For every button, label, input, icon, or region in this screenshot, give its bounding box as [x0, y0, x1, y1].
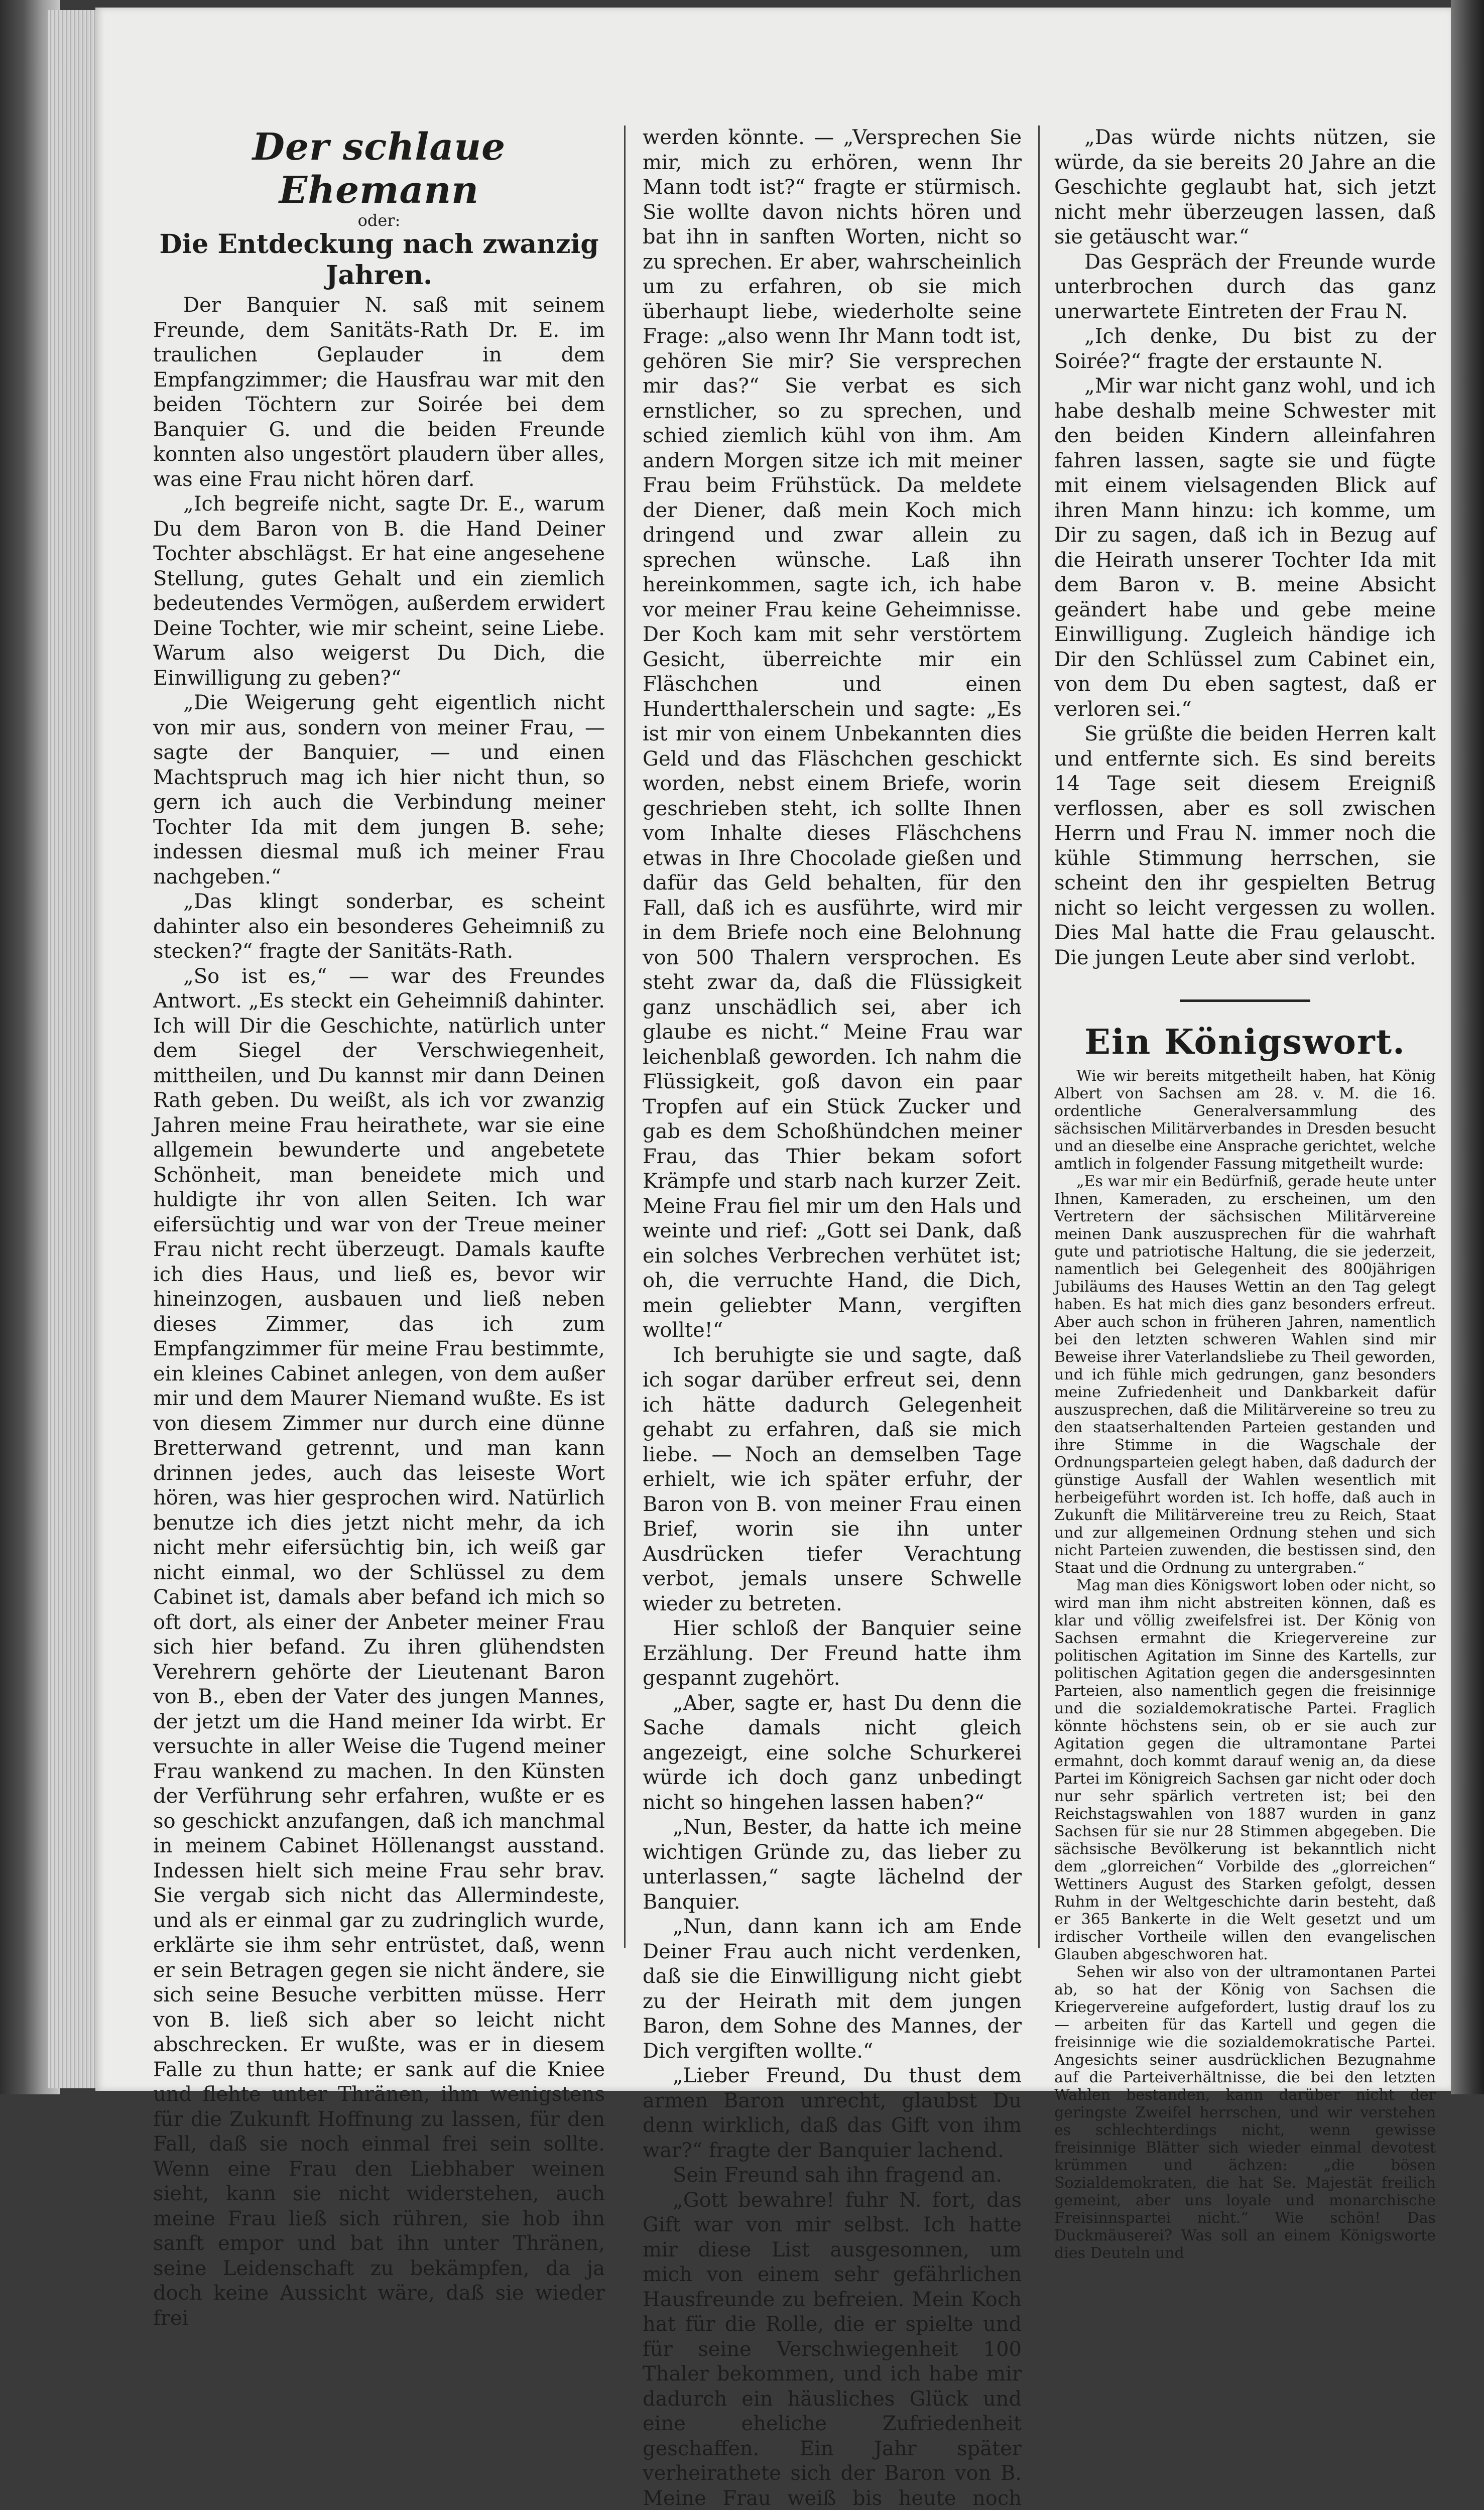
- paragraph: „Das klingt sonderbar, es scheint dahinter also ein besonderes Geheimniß zu stecken?“ fragte der Sanitäts-Rath.: [153, 890, 605, 964]
- paragraph: „Ich begreife nicht, sagte Dr. E., warum Du dem Baron von B. die Hand Deiner Tochter abschlägst. Er hat eine angesehene Stellung, gutes Gehalt und ein ziemlich bedeutendes Vermögen, außerdem erwidert Deine Tochter, wie mir scheint, seine Liebe. Warum also weigerst Du Dich, die Einwilligung zu geben?“: [153, 492, 605, 691]
- story-column-1: [153, 126, 605, 2331]
- paragraph: „Nun, dann kann ich am Ende Deiner Frau auch nicht verdenken, daß sie die Einwilligung nicht giebt zu der Heirath mit dem jungen Baron, dem Sohne des Mannes, der Dich vergiften wollte.“: [643, 1915, 1022, 2064]
- story-body: [1054, 126, 1436, 970]
- paragraph: „Nun, Bester, da hatte ich meine wichtigen Gründe zu, das lieber zu unterlassen,“ sagte lächelnd der Banquier.: [643, 1815, 1022, 1915]
- news-title: Ein Königswort.: [1054, 1021, 1436, 1063]
- paragraph: Mag man dies Königswort loben oder nicht, so wird man ihm nicht abstreiten können, daß es klar und völlig zweifelsfrei ist. Der König von Sachsen ermahnt die Kriegervereine zur politischen Agitation im Sinne des Kartells, zur politischen Agitation gegen die andersgesinnten Parteien, also namentlich gegen die freisinnige und die sozialdemokratische Partei. Fraglich könnte höchstens sein, ob er sie auch zur Agitation gegen die ultramontane Partei ermahnt, doch kommt darauf wenig an, da diese Partei im Königreich Sachsen gar nicht oder doch nur sehr spärlich vertreten ist; bei den Reichstagswahlen von 1887 wurden in ganz Sachsen für sie nur 28 Stimmen abgegeben. Die sächsische Bevölkerung ist bekanntlich nicht dem „glorreichen“ Vorbilde des „glorreichen“ Wettiners August des Starken gefolgt, dessen Ruhm in der Weltgeschichte darin besteht, daß er 365 Bankerte in die Welt gesetzt und um irdischer Vortheile willen den evangelischen Glauben abgeschworen hat.: [1054, 1577, 1436, 1963]
- story-column-2: [643, 126, 1022, 2510]
- paragraph: „Das würde nichts nützen, sie würde, da sie bereits 20 Jahre an die Geschichte geglaubt hat, sich jetzt nicht mehr überzeugen lassen, daß sie getäuscht war.“: [1054, 126, 1436, 250]
- book-edge-right: [1451, 0, 1484, 2094]
- paragraph: Ich beruhigte sie und sagte, daß ich sogar darüber erfreut sei, denn ich hätte dadurch Gelegenheit gehabt zu erfahren, daß sie mich liebe. — Noch an demselben Tage erhielt, wie ich später erfuhr, der Baron von B. von meiner Frau einen Brief, worin sie ihn unter Ausdrücken tiefer Verachtung verbot, jemals unsere Schwelle wieder zu betreten.: [643, 1343, 1022, 1617]
- paragraph: Wie wir bereits mitgetheilt haben, hat König Albert von Sachsen am 28. v. M. die 16. ordentliche Generalversammlung des sächsischen Militärverbandes in Dresden besucht und an dieselbe eine Ansprache gerichtet, welche amtlich in folgender Fassung mitgetheilt wurde:: [1054, 1067, 1436, 1173]
- paragraph: Sie grüßte die beiden Herren kalt und entfernte sich. Es sind bereits 14 Tage seit diesem Ereigniß verflossen, aber es soll zwischen Herrn und Frau N. immer noch die kühle Stimmung herrschen, sie scheint den ihr gespielten Betrug nicht so leicht vergessen zu wollen. Dies Mal hatte die Frau gelauscht. Die jungen Leute aber sind verlobt.: [1054, 722, 1436, 970]
- news-body: [1054, 1067, 1436, 2262]
- paragraph: „Es war mir ein Bedürfniß, gerade heute unter Ihnen, Kameraden, zu erscheinen, um den Vertretern der sächsischen Militärvereine meinen Dank auszusprechen für die wahrhaft gute und patriotische Haltung, die sie jederzeit, namentlich bei Gelegenheit des 800jährigen Jubiläums des Hauses Wettin an den Tag gelegt haben. Es hat mich dies ganz besonders erfreut. Aber auch schon in früheren Jahren, namentlich bei den letzten schweren Wahlen sind mir Beweise ihrer Vaterlandsliebe zu Theil geworden, und ich fühle mich gedrungen, ganz besonders meine Zufriedenheit und Dankbarkeit dafür auszusprechen, daß die Militärvereine so treu zu den staatserhaltenden Parteien gestanden und ihre Stimme in die Wagschale der Ordnungsparteien gelegt haben, daß dadurch der günstige Ausfall der Wahlen wesentlich mit herbeigeführt worden ist. Ich hoffe, daß auch in Zukunft die Militärvereine treu zu Reich, Staat und zur allgemeinen Ordnung stehen und sich nicht Parteien zuwenden, die bestissen sind, den Staat und die Ordnung zu untergraben.“: [1054, 1173, 1436, 1577]
- paragraph: Sehen wir also von der ultramontanen Partei ab, so hat der König von Sachsen die Kriegervereine aufgefordert, lustig drauf los zu — arbeiten für das Kartell und gegen die freisinnige wie die sozialdemokratische Partei. Angesichts seiner ausdrücklichen Bezugnahme auf die Parteiverhältnisse, die bei den letzten Wahlen bestanden, kann darüber nicht der geringste Zweifel herrschen, und wir verstehen es schlechterdings nicht, wenn gewisse freisinnige Blätter sich wieder einmal devotest krümmen und ächzen: „die bösen Sozialdemokraten, die hat Se. Majestät freilich gemeint, aber uns loyale und monarchische Freisinnspartei nicht.“ Wie schön! Das Duckmäuserei? Was soll an einem Königsworte dies Deuteln und: [1054, 1963, 1436, 2262]
- paragraph: Hier schloß der Banquier seine Erzählung. Der Freund hatte ihm gespannt zugehört.: [643, 1616, 1022, 1691]
- story-body: [643, 126, 1022, 2510]
- paragraph: „Gott bewahre! fuhr N. fort, das Gift war von mir selbst. Ich hatte mir diese List ausgesonnen, um mich von einem sehr gefährlichen Hausfreunde zu befreien. Mein Koch hat für die Rolle, die er spielte und für seine Verschwiegenheit 100 Thaler bekommen, und ich habe mir dadurch ein häusliches Glück und eine eheliche Zufriedenheit geschaffen. Ein Jahr später verheirathete sich der Baron von B. Meine Frau weiß bis heute noch: [643, 2188, 1022, 2510]
- story-body: [153, 293, 605, 2331]
- story-subtitle: Die Entdeckung nach zwanzig Jahren.: [153, 229, 605, 291]
- section-separator: [1180, 999, 1310, 1002]
- column-rule: [1038, 126, 1040, 1948]
- page-edges: [48, 10, 95, 2088]
- paragraph: „So ist es,“ — war des Freundes Antwort. „Es steckt ein Geheimniß dahinter. Ich will Dir die Geschichte, natürlich unter dem Siegel der Verschwiegenheit, mittheilen, und Du kannst mir dann Deinen Rath geben. Du weißt, als ich vor zwanzig Jahren meine Frau heirathete, war sie eine allgemein bewunderte und angebetete Schönheit, man beneidete mich und huldigte ihr von allen Seiten. Ich war eifersüchtig und war von der Treue meiner Frau nicht recht überzeugt. Damals kaufte ich dies Haus, und ließ es, bevor wir hineinzogen, ausbauen und ließ neben dieses Zimmer, das ich zum Empfangzimmer für meine Frau bestimmte, ein kleines Cabinet anlegen, von dem außer mir und dem Maurer Niemand wußte. Es ist von diesem Zimmer nur durch eine dünne Bretterwand getrennt, und man kann drinnen jedes, auch das leiseste Wort hören, was hier gesprochen wird. Natürlich benutze ich dies jetzt nicht mehr, da ich nicht mehr eifersüchtig bin, ich weiß gar nicht einmal, wo der Schlüssel zu dem Cabinet ist, damals aber befand ich mich so oft dort, als einer der Anbeter meiner Frau sich hier befand. Zu ihren glühendsten Verehrern gehörte der Lieutenant Baron von B., eben der Vater des jungen Mannes, der jetzt um die Hand meiner Ida wirbt. Er versuchte in aller Weise die Tugend meiner Frau wankend zu machen. In den Künsten der Verführung sehr erfahren, wußte er es so geschickt anzufangen, daß ich manchmal in meinem Cabinet Höllenangst ausstand. Indessen hielt sich meine Frau sehr brav. Sie vergab sich nicht das Allermindeste, und als er einmal gar zu zudringlich wurde, erklärte sie ihm sehr entrüstet, daß, wenn er sein Betragen gegen sie nicht ändere, sie sich seine Besuche verbitten müsse. Herr von B. ließ sich aber so leicht nicht abschrecken. Er wußte, was er in diesem Falle zu thun hatte; er sank auf die Kniee und flehte unter Thränen, ihm wenigstens für die Zukunft Hoffnung zu lassen, für den Fall, daß sie noch einmal frei sein sollte. Wenn eine Frau den Liebhaber weinen sieht, kann sie nicht widerstehen, auch meine Frau ließ sich rühren, sie hob ihn sanft empor und bat ihn unter Thränen, seine Leidenschaft zu bekämpfen, da ja doch keine Aussicht wäre, daß sie wieder frei: [153, 964, 605, 2331]
- column-rule: [624, 126, 626, 1948]
- story-oder: oder:: [153, 212, 605, 229]
- paragraph: „Lieber Freund, Du thust dem armen Baron unrecht, glaubst Du denn wirklich, daß das Gift von ihm war?“ fragte der Banquier lachend.: [643, 2064, 1022, 2163]
- paragraph: werden könnte. — „Versprechen Sie mir, mich zu erhören, wenn Ihr Mann todt ist?“ fragte er stürmisch. Sie wollte davon nichts hören und bat ihn in sanften Worten, nicht so zu sprechen. Er aber, wahrscheinlich um zu erfahren, ob sie mich überhaupt liebe, wiederholte seine Frage: „also wenn Ihr Mann todt ist, gehören Sie mir? Sie versprechen mir das?“ Sie verbat es sich ernstlicher, so zu sprechen, und schied ziemlich kühl von ihm. Am andern Morgen sitze ich mit meiner Frau beim Frühstück. Da meldete der Diener, daß mein Koch mich dringend und zwar allein zu sprechen wünsche. Laß ihn hereinkommen, sagte ich, ich habe vor meiner Frau keine Geheimnisse. Der Koch kam mit sehr verstörtem Gesicht, überreichte mir ein Fläschchen und einen Hundertthalerschein und sagte: „Es ist mir von einem Unbekannten dies Geld und das Fläschchen geschickt worden, nebst einem Briefe, worin geschrieben steht, ich sollte Ihnen vom Inhalte dieses Fläschchens etwas in Ihre Chocolade gießen und dafür das Geld behalten, für den Fall, daß ich es ausführte, wird mir in dem Briefe noch eine Belohnung von 500 Thalern versprochen. Es steht zwar da, daß die Flüssigkeit ganz unschädlich sei, aber ich glaube es nicht.“ Meine Frau war leichenblaß geworden. Ich nahm die Flüssigkeit, goß davon ein paar Tropfen auf ein Stück Zucker und gab es dem Schoßhündchen meiner Frau, das Thier bekam sofort Krämpfe und starb nach kurzer Zeit. Meine Frau fiel mir um den Hals und weinte und rief: „Gott sei Dank, daß ein solches Verbrechen verhütet ist; oh, die verruchte Hand, die Dich, mein geliebter Mann, vergiften wollte!“: [643, 126, 1022, 1343]
- story-title: Der schlaue Ehemann: [153, 126, 605, 212]
- paragraph: Das Gespräch der Freunde wurde unterbrochen durch das ganz unerwartete Eintreten der Frau N.: [1054, 250, 1436, 325]
- paragraph: „Ich denke, Du bist zu der Soirée?“ fragte der erstaunte N.: [1054, 324, 1436, 374]
- paragraph: „Mir war nicht ganz wohl, und ich habe deshalb meine Schwester mit den beiden Kindern alleinfahren fahren lassen, sagte sie und fügte mit einem vielsagenden Blick auf ihren Mann hinzu: ich komme, um Dir zu sagen, daß ich in Bezug auf die Heirath unserer Tochter Ida mit dem Baron v. B. meine Absicht geändert habe und gebe meine Einwilligung. Zugleich händige ich Dir den Schlüssel zum Cabinet ein, von dem Du eben sagtest, daß er verloren sei.“: [1054, 374, 1436, 722]
- paragraph: „Aber, sagte er, hast Du denn die Sache damals nicht gleich angezeigt, eine solche Schurkerei würde ich doch ganz unbedingt nicht so hingehen lassen haben?“: [643, 1691, 1022, 1816]
- story-column-3: [1054, 126, 1436, 2262]
- paragraph: Der Banquier N. saß mit seinem Freunde, dem Sanitäts-Rath Dr. E. im traulichen Geplauder in dem Empfangzimmer; die Hausfrau war mit den beiden Töchtern zur Soirée bei dem Banquier G. und die beiden Freunde konnten also ungestört plaudern über alles, was eine Frau nicht hören darf.: [153, 293, 605, 492]
- paragraph: „Die Weigerung geht eigentlich nicht von mir aus, sondern von meiner Frau, — sagte der Banquier, — und einen Machtspruch mag ich hier nicht thun, so gern ich auch die Verbindung meiner Tochter Ida mit dem jungen B. sehe; indessen diesmal muß ich meiner Frau nachgeben.“: [153, 691, 605, 890]
- paragraph: Sein Freund sah ihn fragend an.: [643, 2163, 1022, 2188]
